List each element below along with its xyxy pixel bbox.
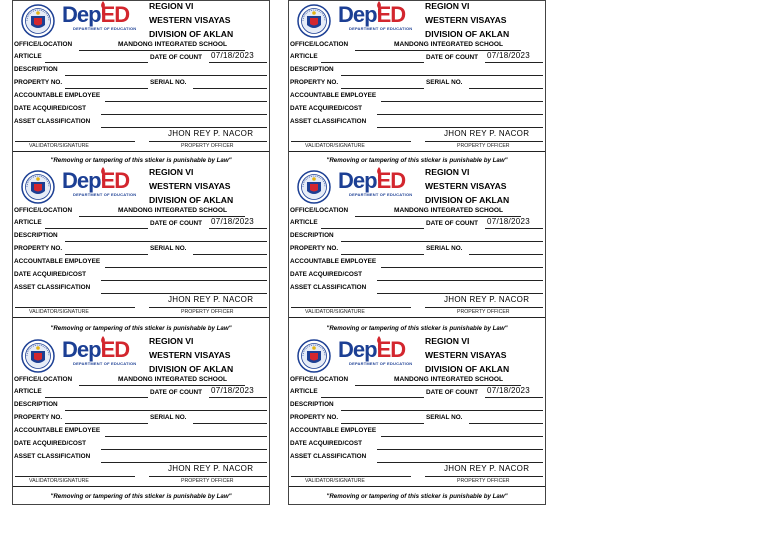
description-label: DESCRIPTION	[290, 66, 334, 73]
employee-underline	[105, 101, 267, 102]
accountable-employee-label: ACCOUNTABLE EMPLOYEE	[290, 258, 377, 265]
serial-no-label: SERIAL NO.	[150, 245, 187, 252]
employee-underline	[381, 267, 543, 268]
office-value: MANDONG INTEGRATED SCHOOL	[118, 41, 228, 48]
office-row	[13, 205, 269, 217]
serial-underline	[469, 254, 543, 255]
article-label: ARTICLE	[14, 219, 42, 226]
logo-dep-text: Dep	[338, 2, 377, 27]
warning-divider	[289, 151, 545, 152]
description-row	[289, 230, 545, 242]
article-row	[289, 51, 545, 63]
validator-caption: VALIDATOR/SIGNATURE	[305, 478, 365, 484]
property-no-label: PROPERTY NO.	[290, 414, 339, 421]
office-value: MANDONG INTEGRATED SCHOOL	[394, 207, 504, 214]
acquired-underline	[101, 114, 267, 115]
date-acquired-label: DATE ACQUIRED/COST	[14, 105, 87, 112]
acquired-underline	[101, 280, 267, 281]
date-acquired-label: DATE ACQUIRED/COST	[290, 105, 363, 112]
officer-signature-line	[149, 141, 267, 142]
officer-signature-line	[425, 476, 543, 477]
office-row	[289, 374, 545, 386]
logo-dep-text: Dep	[62, 337, 101, 362]
date-acquired-label: DATE ACQUIRED/COST	[14, 271, 87, 278]
date-of-count-value: 07/18/2023	[211, 386, 255, 395]
date-of-count-label: DATE OF COUNT	[426, 54, 479, 61]
serial-no-label: SERIAL NO.	[426, 79, 463, 86]
office-label: OFFICE/LOCATION	[290, 41, 349, 48]
classification-row	[13, 282, 269, 294]
warning-divider	[289, 486, 545, 487]
article-label: ARTICLE	[290, 388, 318, 395]
date-of-count-value: 07/18/2023	[487, 51, 531, 60]
validator-signature-line	[15, 141, 135, 142]
property-officer-caption: PROPERTY OFFICER	[181, 478, 234, 484]
asset-classification-label: ASSET CLASSIFICATION	[290, 284, 367, 291]
description-underline	[341, 241, 543, 242]
acquired-row	[13, 438, 269, 450]
employee-underline	[105, 436, 267, 437]
date-of-count-value: 07/18/2023	[211, 217, 255, 226]
property-officer-name: JHON REY P. NACOR	[444, 129, 530, 138]
acquired-row	[289, 103, 545, 115]
acquired-row	[13, 103, 269, 115]
accountable-employee-label: ACCOUNTABLE EMPLOYEE	[14, 258, 101, 265]
property-underline	[65, 254, 148, 255]
article-underline	[321, 62, 424, 63]
office-row	[13, 39, 269, 51]
validator-caption: VALIDATOR/SIGNATURE	[29, 309, 89, 315]
article-underline	[45, 62, 148, 63]
article-row	[289, 386, 545, 398]
serial-no-label: SERIAL NO.	[426, 414, 463, 421]
property-underline	[65, 88, 148, 89]
classification-row	[289, 282, 545, 294]
article-label: ARTICLE	[290, 219, 318, 226]
property-officer-name: JHON REY P. NACOR	[444, 464, 530, 473]
division-heading: DIVISION OF AKLAN	[425, 29, 510, 39]
property-officer-name: JHON REY P. NACOR	[444, 295, 530, 304]
employee-underline	[381, 436, 543, 437]
date-underline	[209, 397, 267, 398]
deped-seal-icon	[297, 4, 331, 38]
division-heading: DIVISION OF AKLAN	[425, 195, 510, 205]
deped-seal-icon	[21, 4, 55, 38]
accountable-employee-label: ACCOUNTABLE EMPLOYEE	[290, 92, 377, 99]
area-heading: WESTERN VISAYAS	[425, 15, 507, 25]
deped-seal-icon	[297, 339, 331, 373]
description-underline	[65, 410, 267, 411]
classification-underline	[377, 462, 543, 463]
acquired-underline	[377, 449, 543, 450]
description-underline	[65, 241, 267, 242]
region-heading: REGION VI	[149, 336, 194, 346]
validator-signature-line	[291, 141, 411, 142]
warning-divider	[13, 151, 269, 152]
property-row	[289, 243, 545, 255]
office-label: OFFICE/LOCATION	[14, 41, 73, 48]
asset-classification-label: ASSET CLASSIFICATION	[14, 118, 91, 125]
description-row	[13, 230, 269, 242]
logo-subtitle: DEPARTMENT OF EDUCATION	[73, 26, 137, 31]
warning-text: "Removing or tampering of this sticker is punishable by Law"	[50, 325, 232, 332]
validator-caption: VALIDATOR/SIGNATURE	[305, 309, 365, 315]
warning-divider	[289, 317, 545, 318]
officer-signature-line	[425, 141, 543, 142]
validator-signature-line	[15, 476, 135, 477]
acquired-row	[289, 438, 545, 450]
date-underline	[485, 397, 543, 398]
employee-row	[289, 425, 545, 437]
office-row	[13, 374, 269, 386]
area-heading: WESTERN VISAYAS	[149, 350, 231, 360]
validator-caption: VALIDATOR/SIGNATURE	[305, 143, 365, 149]
description-underline	[341, 75, 543, 76]
serial-no-label: SERIAL NO.	[150, 79, 187, 86]
logo-ed-text: ED	[100, 2, 130, 27]
property-officer-name: JHON REY P. NACOR	[168, 295, 254, 304]
division-heading: DIVISION OF AKLAN	[149, 29, 234, 39]
logo-ed-text: ED	[100, 337, 130, 362]
logo-dep-text: Dep	[62, 2, 101, 27]
region-heading: REGION VI	[149, 1, 194, 11]
acquired-underline	[377, 280, 543, 281]
office-value: MANDONG INTEGRATED SCHOOL	[394, 41, 504, 48]
employee-row	[13, 256, 269, 268]
article-underline	[45, 228, 148, 229]
property-sticker	[288, 0, 546, 167]
employee-row	[13, 425, 269, 437]
serial-no-label: SERIAL NO.	[426, 245, 463, 252]
region-heading: REGION VI	[149, 167, 194, 177]
classification-underline	[101, 462, 267, 463]
office-value: MANDONG INTEGRATED SCHOOL	[118, 207, 228, 214]
article-label: ARTICLE	[290, 53, 318, 60]
property-officer-caption: PROPERTY OFFICER	[181, 143, 234, 149]
property-sticker	[12, 0, 270, 167]
description-underline	[65, 75, 267, 76]
description-label: DESCRIPTION	[14, 401, 58, 408]
date-acquired-label: DATE ACQUIRED/COST	[290, 440, 363, 447]
date-of-count-label: DATE OF COUNT	[426, 220, 479, 227]
validator-signature-line	[291, 476, 411, 477]
date-of-count-value: 07/18/2023	[211, 51, 255, 60]
warning-text: "Removing or tampering of this sticker is punishable by Law"	[50, 493, 232, 500]
article-row	[13, 386, 269, 398]
logo-dep-text: Dep	[62, 168, 101, 193]
division-heading: DIVISION OF AKLAN	[149, 364, 234, 374]
property-no-label: PROPERTY NO.	[290, 245, 339, 252]
division-heading: DIVISION OF AKLAN	[149, 195, 234, 205]
property-officer-caption: PROPERTY OFFICER	[457, 309, 510, 315]
officer-signature-line	[149, 307, 267, 308]
property-no-label: PROPERTY NO.	[14, 245, 63, 252]
employee-underline	[381, 101, 543, 102]
accountable-employee-label: ACCOUNTABLE EMPLOYEE	[290, 427, 377, 434]
employee-row	[289, 90, 545, 102]
validator-signature-line	[291, 307, 411, 308]
classification-row	[13, 116, 269, 128]
property-row	[13, 243, 269, 255]
date-of-count-label: DATE OF COUNT	[426, 389, 479, 396]
asset-classification-label: ASSET CLASSIFICATION	[14, 284, 91, 291]
sticker-content	[13, 336, 269, 504]
property-row	[13, 412, 269, 424]
deped-logo	[338, 339, 405, 361]
property-underline	[341, 423, 424, 424]
warning-text: "Removing or tampering of this sticker is punishable by Law"	[326, 493, 508, 500]
acquired-underline	[377, 114, 543, 115]
description-row	[13, 399, 269, 411]
property-sticker	[12, 336, 270, 505]
warning-text: "Removing or tampering of this sticker is punishable by Law"	[50, 157, 232, 164]
classification-underline	[377, 293, 543, 294]
serial-underline	[193, 423, 267, 424]
warning-divider	[13, 317, 269, 318]
date-acquired-label: DATE ACQUIRED/COST	[290, 271, 363, 278]
office-value: MANDONG INTEGRATED SCHOOL	[394, 376, 504, 383]
validator-signature-line	[15, 307, 135, 308]
serial-underline	[469, 88, 543, 89]
article-underline	[45, 397, 148, 398]
classification-underline	[101, 293, 267, 294]
property-officer-name: JHON REY P. NACOR	[168, 129, 254, 138]
region-heading: REGION VI	[425, 1, 470, 11]
logo-subtitle: DEPARTMENT OF EDUCATION	[349, 192, 413, 197]
date-underline	[209, 62, 267, 63]
property-underline	[65, 423, 148, 424]
property-officer-name: JHON REY P. NACOR	[168, 464, 254, 473]
office-row	[289, 39, 545, 51]
employee-row	[13, 90, 269, 102]
officer-signature-line	[149, 476, 267, 477]
description-row	[13, 64, 269, 76]
logo-ed-text: ED	[376, 168, 406, 193]
article-underline	[321, 397, 424, 398]
description-label: DESCRIPTION	[14, 66, 58, 73]
serial-underline	[193, 88, 267, 89]
asset-classification-label: ASSET CLASSIFICATION	[14, 453, 91, 460]
warning-text: "Removing or tampering of this sticker is punishable by Law"	[326, 157, 508, 164]
date-underline	[485, 228, 543, 229]
property-sticker	[288, 167, 546, 336]
officer-signature-line	[425, 307, 543, 308]
property-underline	[341, 254, 424, 255]
description-underline	[341, 410, 543, 411]
sticker-content	[289, 336, 545, 504]
area-heading: WESTERN VISAYAS	[425, 181, 507, 191]
article-label: ARTICLE	[14, 53, 42, 60]
deped-logo	[62, 339, 129, 361]
article-row	[289, 217, 545, 229]
classification-row	[289, 116, 545, 128]
logo-ed-text: ED	[376, 2, 406, 27]
warning-text: "Removing or tampering of this sticker is punishable by Law"	[326, 325, 508, 332]
area-heading: WESTERN VISAYAS	[425, 350, 507, 360]
property-underline	[341, 88, 424, 89]
date-of-count-value: 07/18/2023	[487, 386, 531, 395]
deped-logo	[62, 170, 129, 192]
acquired-row	[289, 269, 545, 281]
sticker-content	[289, 1, 545, 167]
serial-underline	[469, 423, 543, 424]
sticker-content	[13, 167, 269, 336]
property-no-label: PROPERTY NO.	[290, 79, 339, 86]
deped-seal-icon	[297, 170, 331, 204]
employee-underline	[105, 267, 267, 268]
date-underline	[485, 62, 543, 63]
sticker-content	[13, 1, 269, 167]
office-label: OFFICE/LOCATION	[290, 376, 349, 383]
accountable-employee-label: ACCOUNTABLE EMPLOYEE	[14, 92, 101, 99]
asset-classification-label: ASSET CLASSIFICATION	[290, 453, 367, 460]
property-officer-caption: PROPERTY OFFICER	[457, 478, 510, 484]
deped-logo	[338, 4, 405, 26]
description-label: DESCRIPTION	[290, 232, 334, 239]
area-heading: WESTERN VISAYAS	[149, 15, 231, 25]
date-acquired-label: DATE ACQUIRED/COST	[14, 440, 87, 447]
property-sticker	[12, 167, 270, 336]
office-label: OFFICE/LOCATION	[14, 207, 73, 214]
office-label: OFFICE/LOCATION	[290, 207, 349, 214]
office-row	[289, 205, 545, 217]
property-row	[289, 412, 545, 424]
region-heading: REGION VI	[425, 336, 470, 346]
office-value: MANDONG INTEGRATED SCHOOL	[118, 376, 228, 383]
date-of-count-label: DATE OF COUNT	[150, 389, 203, 396]
property-no-label: PROPERTY NO.	[14, 79, 63, 86]
property-officer-caption: PROPERTY OFFICER	[457, 143, 510, 149]
serial-underline	[193, 254, 267, 255]
classification-underline	[101, 127, 267, 128]
article-underline	[321, 228, 424, 229]
warning-divider	[13, 486, 269, 487]
date-of-count-label: DATE OF COUNT	[150, 220, 203, 227]
sticker-content	[289, 167, 545, 336]
logo-subtitle: DEPARTMENT OF EDUCATION	[349, 361, 413, 366]
region-heading: REGION VI	[425, 167, 470, 177]
serial-no-label: SERIAL NO.	[150, 414, 187, 421]
date-of-count-label: DATE OF COUNT	[150, 54, 203, 61]
accountable-employee-label: ACCOUNTABLE EMPLOYEE	[14, 427, 101, 434]
area-heading: WESTERN VISAYAS	[149, 181, 231, 191]
property-row	[289, 77, 545, 89]
logo-dep-text: Dep	[338, 168, 377, 193]
logo-subtitle: DEPARTMENT OF EDUCATION	[349, 26, 413, 31]
classification-row	[13, 451, 269, 463]
description-row	[289, 64, 545, 76]
deped-seal-icon	[21, 170, 55, 204]
property-row	[13, 77, 269, 89]
asset-classification-label: ASSET CLASSIFICATION	[290, 118, 367, 125]
article-row	[13, 51, 269, 63]
acquired-underline	[101, 449, 267, 450]
date-underline	[209, 228, 267, 229]
description-label: DESCRIPTION	[14, 232, 58, 239]
deped-seal-icon	[21, 339, 55, 373]
article-label: ARTICLE	[14, 388, 42, 395]
logo-ed-text: ED	[100, 168, 130, 193]
logo-dep-text: Dep	[338, 337, 377, 362]
logo-subtitle: DEPARTMENT OF EDUCATION	[73, 192, 137, 197]
property-no-label: PROPERTY NO.	[14, 414, 63, 421]
property-sticker	[288, 336, 546, 505]
property-officer-caption: PROPERTY OFFICER	[181, 309, 234, 315]
classification-row	[289, 451, 545, 463]
deped-logo	[62, 4, 129, 26]
validator-caption: VALIDATOR/SIGNATURE	[29, 478, 89, 484]
date-of-count-value: 07/18/2023	[487, 217, 531, 226]
validator-caption: VALIDATOR/SIGNATURE	[29, 143, 89, 149]
classification-underline	[377, 127, 543, 128]
logo-ed-text: ED	[376, 337, 406, 362]
article-row	[13, 217, 269, 229]
acquired-row	[13, 269, 269, 281]
logo-subtitle: DEPARTMENT OF EDUCATION	[73, 361, 137, 366]
office-label: OFFICE/LOCATION	[14, 376, 73, 383]
deped-logo	[338, 170, 405, 192]
employee-row	[289, 256, 545, 268]
description-row	[289, 399, 545, 411]
description-label: DESCRIPTION	[290, 401, 334, 408]
division-heading: DIVISION OF AKLAN	[425, 364, 510, 374]
